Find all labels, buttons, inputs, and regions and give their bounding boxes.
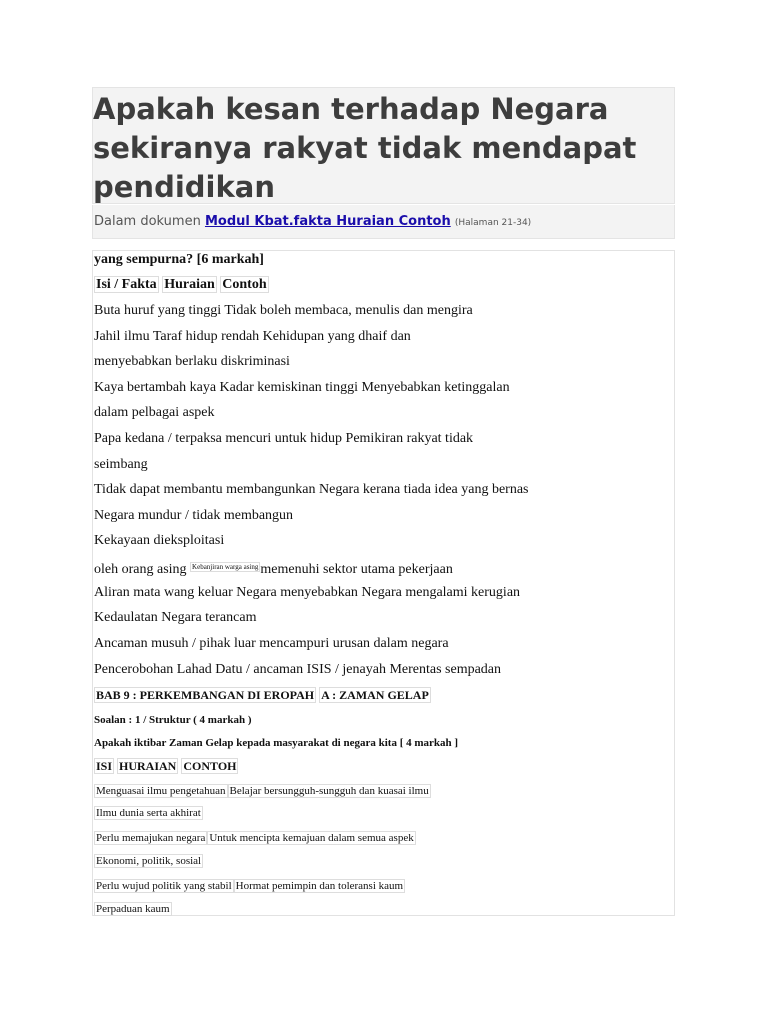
- text-line: Jahil ilmu Taraf hidup rendah Kehidupan yang dhaif dan: [94, 329, 411, 344]
- row-isi: Perpaduan kaum: [96, 903, 170, 915]
- row-huraian: Untuk mencipta kemajuan dalam semua aspek: [209, 832, 414, 844]
- soalan-line: Soalan : 1 / Struktur ( 4 markah ): [94, 714, 252, 726]
- document-source-box: [92, 205, 675, 239]
- row-huraian: Hormat pemimpin dan toleransi kaum: [235, 880, 404, 892]
- table2-row: [94, 852, 203, 870]
- table2-header: [94, 757, 238, 775]
- row-isi: Perlu wujud politik yang stabil: [96, 880, 232, 892]
- table2-row: [94, 829, 416, 847]
- title-line-1: Apakah kesan terhadap Negara: [93, 92, 609, 126]
- text-line: Papa kedana / terpaksa mencuri untuk hidup Pemikiran rakyat tidak: [94, 431, 474, 446]
- bab-subtitle: A : ZAMAN GELAP: [321, 688, 429, 702]
- document-prefix: Dalam dokumen: [94, 214, 201, 229]
- table2-row: [94, 877, 405, 895]
- row-isi: Ekonomi, politik, sosial: [96, 855, 202, 867]
- row-huraian: Belajar bersungguh-sungguh dan kuasai ilmu: [229, 785, 429, 797]
- header2-isi: ISI: [96, 759, 113, 773]
- text-line: Tidak dapat membantu membangunkan Negara kerana tiada idea yang bernas: [94, 482, 529, 497]
- document-content: [92, 250, 675, 916]
- text-line: Buta huruf yang tinggi Tidak boleh membaca, menulis dan mengira: [94, 303, 473, 318]
- bab-title: BAB 9 : PERKEMBANGAN DI EROPAH: [96, 688, 315, 702]
- document-source: [94, 214, 531, 229]
- text-line: seimbang: [94, 457, 148, 472]
- asing-before: oleh orang asing: [94, 562, 187, 577]
- question-2: Apakah iktibar Zaman Gelap kepada masyarakat di negara kita [ 4 markah ]: [94, 737, 459, 749]
- text-line: Ancaman musuh / pihak luar mencampuri urusan dalam negara: [94, 636, 449, 651]
- text-line: Kekayaan dieksploitasi: [94, 533, 225, 548]
- header2-huraian: HURAIAN: [119, 759, 177, 773]
- table2-row: [94, 782, 431, 800]
- text-line: menyebabkan berlaku diskriminasi: [94, 354, 290, 369]
- row-isi: Menguasai ilmu pengetahuan: [96, 785, 226, 797]
- text-line: Kaya bertambah kaya Kadar kemiskinan tinggi Menyebabkan ketinggalan: [94, 380, 510, 395]
- text-line: Aliran mata wang keluar Negara menyebabkan Negara mengalami kerugian: [94, 585, 521, 600]
- header2-contoh: CONTOH: [183, 759, 237, 773]
- title-line-3: pendidikan: [93, 170, 275, 204]
- header-huraian: Huraian: [164, 277, 215, 292]
- title-line-2: sekiranya rakyat tidak mendapat: [93, 131, 637, 165]
- row-isi: Perlu memajukan negara: [96, 832, 206, 844]
- text-line: Kedaulatan Negara terancam: [94, 610, 257, 625]
- title-box: [92, 87, 675, 204]
- page-title: [93, 90, 636, 207]
- question-tail: yang sempurna? [6 markah]: [94, 252, 264, 267]
- row-isi: Ilmu dunia serta akhirat: [96, 807, 201, 819]
- table-header: [94, 276, 269, 294]
- header-isi-fakta: Isi / Fakta: [96, 277, 157, 292]
- document-pages: (Halaman 21-34): [454, 218, 532, 228]
- text-line: Pencerobohan Lahad Datu / ancaman ISIS / jenayah Merentas sempadan: [94, 662, 502, 677]
- table2-row: [94, 900, 172, 918]
- header-contoh: Contoh: [222, 277, 267, 292]
- asing-after: memenuhi sektor utama pekerjaan: [260, 562, 453, 577]
- text-line: dalam pelbagai aspek: [94, 405, 215, 420]
- asing-line: [94, 558, 453, 579]
- bab-heading: [94, 686, 431, 704]
- text-line: Negara mundur / tidak membangun: [94, 508, 294, 523]
- document-link[interactable]: Modul Kbat.fakta Huraian Contoh: [204, 214, 451, 229]
- table2-row: [94, 804, 203, 822]
- asing-small-note: Kebanjiran warga asing: [192, 563, 259, 571]
